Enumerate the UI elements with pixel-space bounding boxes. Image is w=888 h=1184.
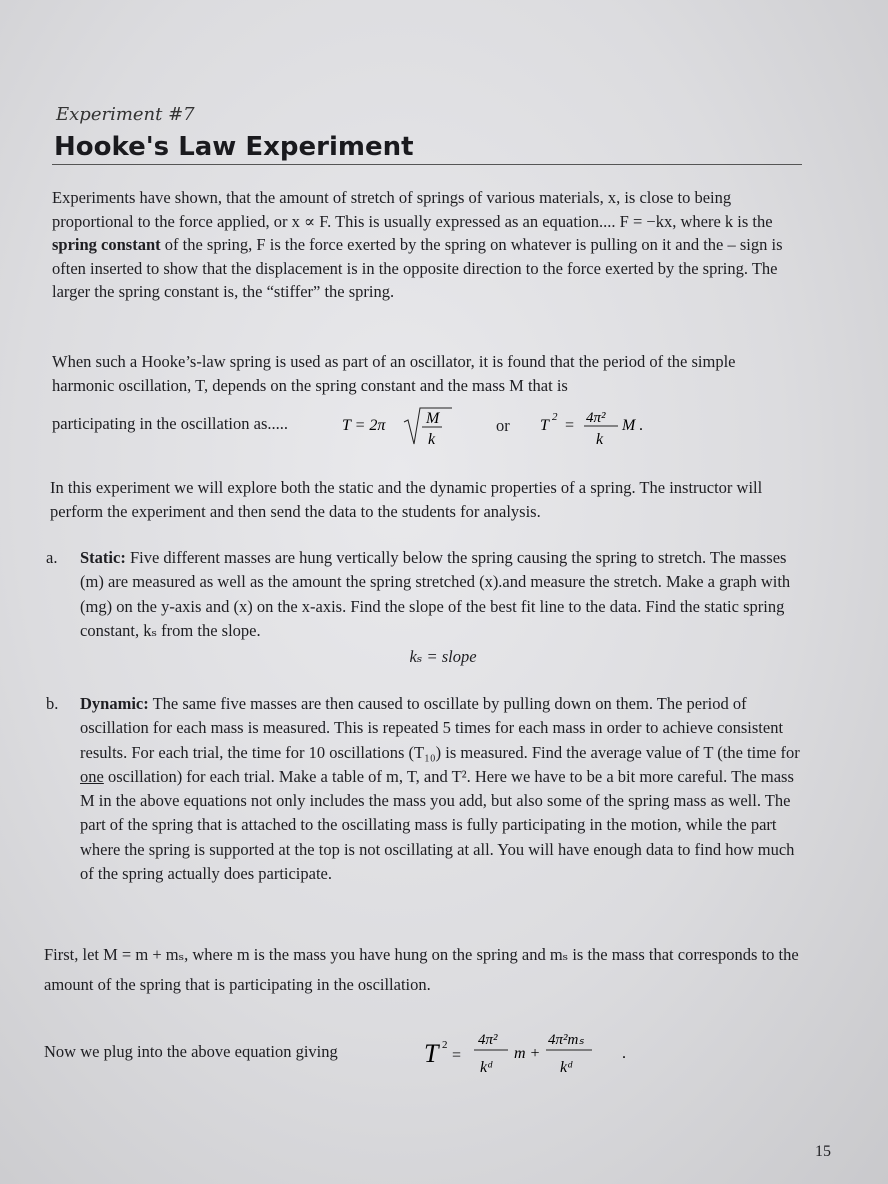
oscillator-paragraph: When such a Hooke’s-law spring is used as part of an oscillator, it is found that the period of the simple harmonic oscillation, T, depends on the spring constant and the mass M that is <box>52 352 736 395</box>
formula-1-lhs: T = 2π <box>342 417 386 434</box>
static-heading: Static: <box>80 548 126 567</box>
formula-2-numerator: 4π² <box>586 410 606 426</box>
formula-1-numerator: M <box>426 410 440 427</box>
final-frac2-numerator: 4π²mₛ <box>548 1032 584 1048</box>
final-frac1-numerator: 4π² <box>478 1032 498 1048</box>
page-title: Hooke's Law Experiment <box>54 132 414 162</box>
final-lhs: T <box>424 1039 439 1068</box>
experiment-intro: In this experiment we will explore both the static and the dynamic properties of a spring. The instructor will perform the experiment and then send the data to the students for analysis. <box>50 478 763 521</box>
period-formula-line <box>52 402 812 454</box>
final-frac2-denominator: kᵈ <box>560 1059 573 1076</box>
or-word: or <box>496 416 510 435</box>
spring-constant-term: spring constant <box>52 235 161 254</box>
formula-2-exponent: 2 <box>552 411 558 423</box>
formula-lead: participating in the oscillation as..... <box>52 414 288 433</box>
period-squared-formula <box>540 404 690 454</box>
formula-2-rhs: M . <box>622 417 644 434</box>
final-middle: m + <box>514 1045 541 1062</box>
formula-2-equals: = <box>564 417 575 434</box>
formula-2-denominator: k <box>596 431 604 448</box>
dynamic-text-1: The same five masses are then caused to oscillate by pulling down on them. The period of oscillation for each mass is measured. This is repeated 5 times for each mass in order to achieve consistent results. For each trial, the time for 10 oscillations (T₁₀) is measured. Find the average value of T (the time for <box>80 694 800 762</box>
list-marker: a. <box>46 548 58 567</box>
intro-text-1: Experiments have shown, that the amount of stretch of springs of various materials, x, is close to being proportional to the force applied, or x ∝ F. This is usually expressed as an equation.... F = −kx, where k is the <box>52 188 773 231</box>
experiment-label: Experiment #7 <box>56 104 195 125</box>
final-tail: . <box>622 1045 626 1062</box>
static-text: Five different masses are hung vertically below the spring causing the spring to stretch. The masses (m) are measured as well as the amount the spring stretched (x).and measure the stretch. Make a graph with (mg) on the y-axis and (x) on the x-axis. Find the slope of the best fit line to the data. Find the static spring constant, kₛ from the slope. <box>80 548 791 640</box>
intro-paragraph <box>52 186 797 304</box>
final-frac1-denominator: kᵈ <box>480 1059 493 1076</box>
intro-text-2: of the spring, F is the force exerted by the spring on whatever is pulling on it and the – sign is often inserted to show that the displacement is in the opposite direction to the force exerted by the spring. The larger the spring constant is, the “stiffer” the spring. <box>52 235 783 301</box>
static-equation: kₛ = slope <box>409 647 477 667</box>
final-lead: Now we plug into the above equation giving <box>44 1042 338 1061</box>
mass-decomposition: First, let M = m + mₛ, where m is the mass you have hung on the spring and mₛ is the mass that corresponds to the amount of the spring that is participating in the oscillation. <box>44 945 799 994</box>
formula-1-denominator: k <box>428 431 436 448</box>
underlined-one: one <box>80 766 104 786</box>
final-exponent: 2 <box>442 1039 448 1051</box>
title-divider <box>52 164 802 165</box>
list-item-static <box>46 546 806 669</box>
dynamic-text-2: oscillation) for each trial. Make a table of m, T, and T². Here we have to be a bit more careful. The mass M in the above equations not only includes the mass you add, but also some of the spring mass as well. The part of the spring that is attached to the oscillating mass is fully participating in the motion, while the part where the spring is supported at the top is not oscillating at all. You will have enough data to find how much of the spring actually does participate. <box>80 766 795 884</box>
formula-2-lhs: T <box>540 417 549 434</box>
dynamic-heading: Dynamic: <box>80 694 149 713</box>
period-formula <box>342 404 452 454</box>
list-marker: b. <box>46 694 59 713</box>
list-item-dynamic <box>46 692 806 886</box>
page-number: 15 <box>815 1143 831 1160</box>
final-formula <box>422 1020 642 1084</box>
final-equals: = <box>452 1047 462 1064</box>
